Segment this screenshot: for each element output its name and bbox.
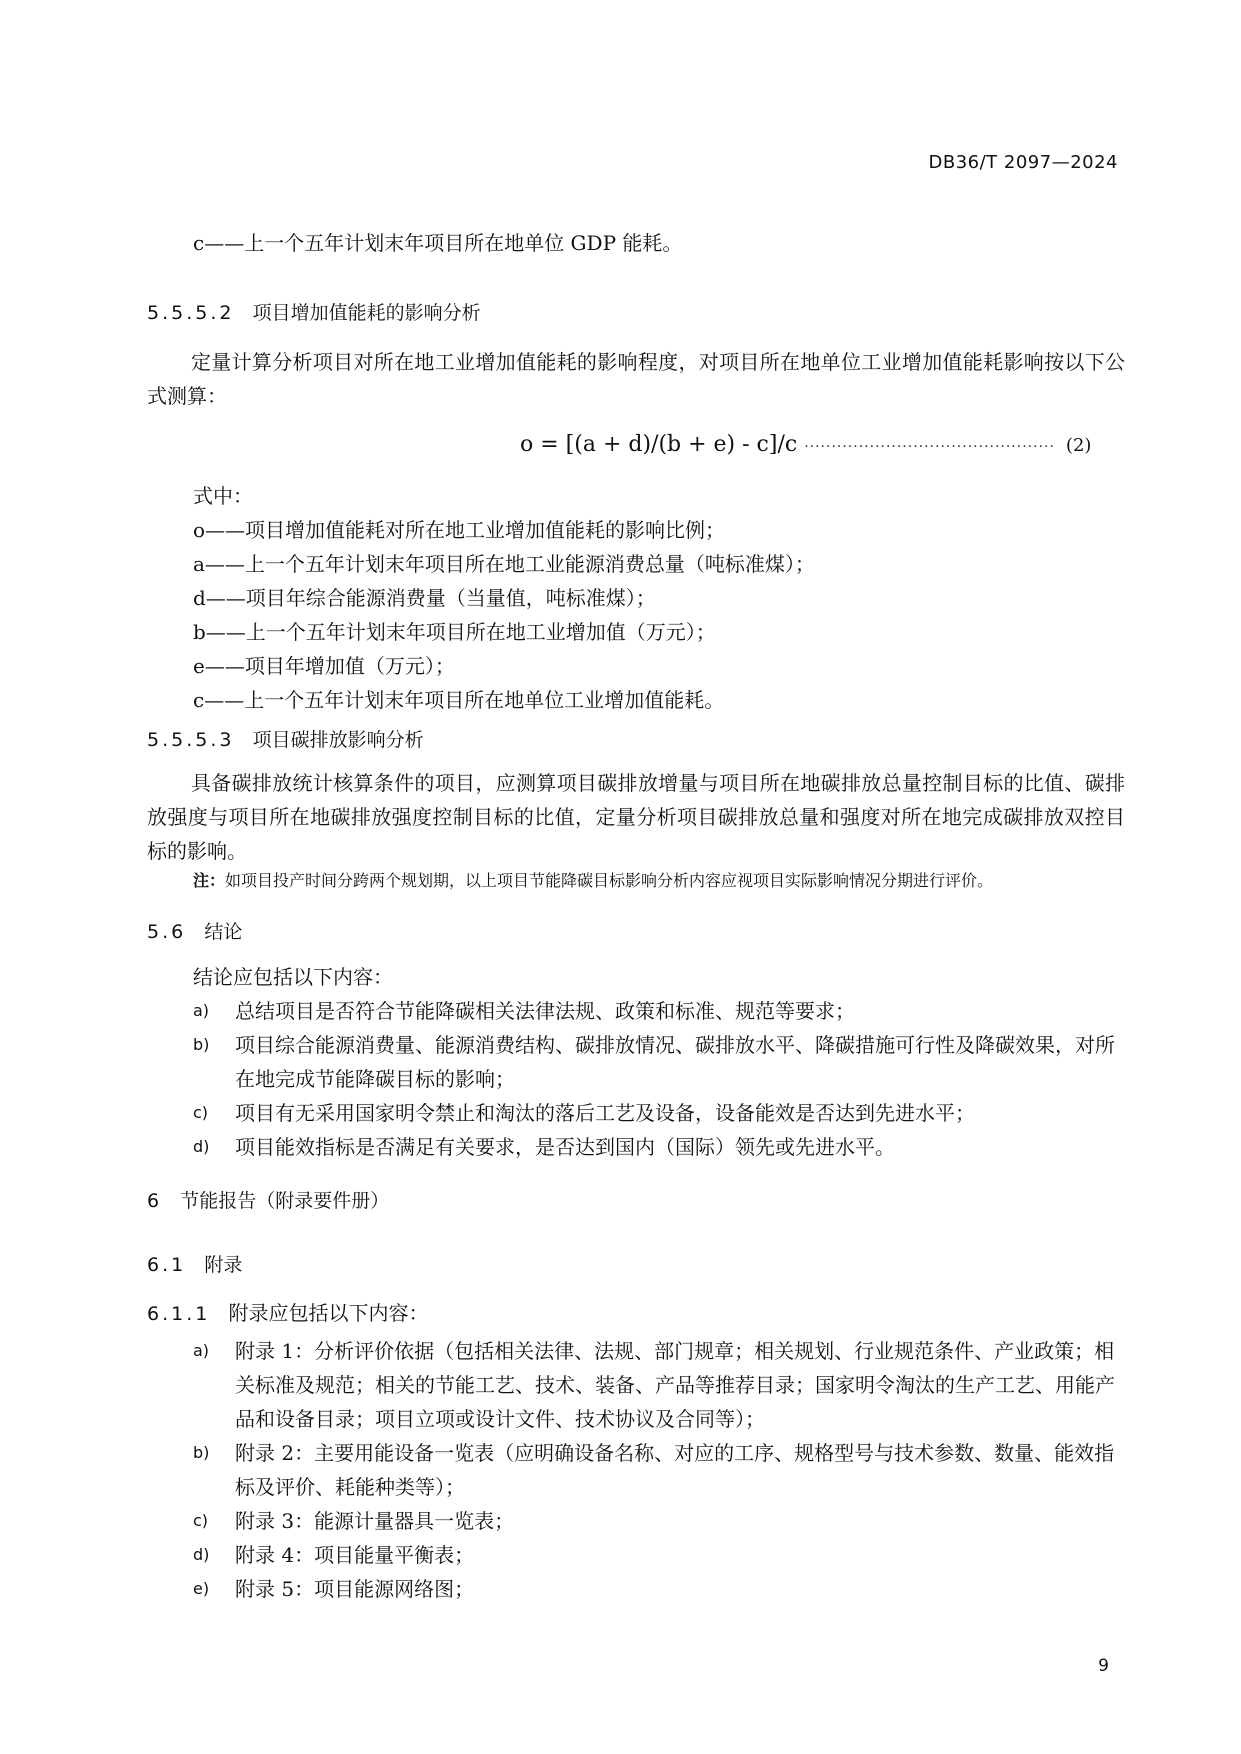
list-item — [193, 1436, 1125, 1504]
note — [193, 868, 993, 894]
list-item-text: 附录 4：项目能量平衡表； — [235, 1543, 475, 1567]
formula-number: (2) — [1065, 435, 1092, 456]
list-item-text: 项目综合能源消费量、能源消费结构、碳排放情况、碳排放水平、降碳措施可行性及降碳效果，对所在地完成节能降碳目标的影响； — [235, 1033, 1115, 1091]
section-heading-6 — [147, 1186, 389, 1216]
list-intro: 附录应包括以下内容： — [228, 1301, 429, 1325]
section-heading-5553 — [147, 725, 424, 755]
formula-leader-dots: ·············································· — [804, 439, 1055, 455]
list-marker: e) — [193, 1579, 210, 1598]
standard-number: DB36/T 2097—2024 — [928, 152, 1118, 173]
variable-definition: o——项目增加值能耗对所在地工业增加值能耗的影响比例； — [193, 518, 726, 542]
list-item — [193, 994, 1125, 1028]
section-heading-56 — [147, 917, 242, 947]
formula-expression: o = [(a + d)/(b + e) - c]/c — [520, 432, 798, 457]
variable-definition: c——上一个五年计划末年项目所在地单位工业增加值能耗。 — [193, 688, 725, 712]
section-heading-611 — [147, 1298, 428, 1329]
section-heading-5552 — [147, 298, 481, 328]
variable-definition-c-gdp: c——上一个五年计划末年项目所在地单位 GDP 能耗。 — [193, 231, 683, 255]
note-label: 注： — [193, 871, 226, 890]
list-marker: d) — [193, 1545, 210, 1564]
list-marker: b) — [193, 1443, 210, 1462]
list-marker: c) — [193, 1103, 209, 1122]
list-item-text: 附录 2：主要用能设备一览表（应明确设备名称、对应的工序、规格型号与技术参数、数量、能效指标及评价、耗能种类等）； — [235, 1441, 1115, 1499]
section-number: 5.5.5.2 — [147, 302, 235, 324]
list-intro: 结论应包括以下内容： — [193, 965, 393, 989]
list-marker: d) — [193, 1137, 210, 1156]
list-item — [193, 1028, 1125, 1096]
list-marker: a) — [193, 1001, 210, 1020]
variable-definition: e——项目年增加值（万元）； — [193, 654, 455, 678]
list-item-text: 总结项目是否符合节能降碳相关法律法规、政策和标准、规范等要求； — [235, 999, 855, 1023]
section-title: 项目碳排放影响分析 — [252, 729, 424, 751]
variable-definition: d——项目年综合能源消费量（当量值，吨标准煤）； — [193, 586, 656, 610]
list-marker: c) — [193, 1511, 209, 1530]
paragraph: 具备碳排放统计核算条件的项目，应测算项目碳排放增量与项目所在地碳排放总量控制目标的比值、碳排放强度与项目所在地碳排放强度控制目标的比值，定量分析项目碳排放总量和强度对所在地完成碳排放双控目标的影响。 — [147, 771, 1125, 863]
list-marker: b) — [193, 1035, 210, 1054]
section-heading-61 — [147, 1250, 242, 1280]
list-item-text: 附录 5：项目能源网络图； — [235, 1577, 475, 1601]
section-title: 项目增加值能耗的影响分析 — [252, 302, 481, 324]
variable-definition: a——上一个五年计划末年项目所在地工业能源消费总量（吨标准煤）； — [193, 552, 815, 576]
note-text: 如项目投产时间分跨两个规划期，以上项目节能降碳目标影响分析内容应视项目实际影响情况分期进行评价。 — [225, 871, 994, 890]
list-item-text: 附录 1：分析评价依据（包括相关法律、法规、部门规章；相关规划、行业规范条件、产业政策；相关标准及规范；相关的节能工艺、技术、装备、产品等推荐目录；国家明令淘汰的生产工艺、用能产品和设备目录；项目立项或设计文件、技术协议及合同等）； — [235, 1339, 1115, 1431]
where-label: 式中： — [193, 484, 253, 508]
list-item-text: 附录 3：能源计量器具一览表； — [235, 1509, 515, 1533]
formula — [520, 428, 1091, 464]
list-item — [193, 1572, 1125, 1606]
list-marker: a) — [193, 1341, 210, 1360]
list-item — [193, 1130, 1125, 1164]
paragraph: 定量计算分析项目对所在地工业增加值能耗的影响程度，对项目所在地单位工业增加值能耗影响按以下公式测算： — [147, 350, 1125, 408]
section-title: 附录 — [204, 1254, 243, 1276]
section-number: 5.5.5.3 — [147, 729, 235, 751]
list-item-text: 项目能效指标是否满足有关要求，是否达到国内（国际）领先或先进水平。 — [235, 1135, 895, 1159]
section-number: 5.6 — [147, 921, 187, 943]
page-number: 9 — [1098, 1656, 1109, 1676]
list-item — [193, 1504, 1125, 1538]
list-item-text: 项目有无采用国家明令禁止和淘汰的落后工艺及设备，设备能效是否达到先进水平； — [235, 1101, 975, 1125]
list-item — [193, 1538, 1125, 1572]
section-number: 6.1 — [147, 1254, 187, 1276]
section-number: 6 — [147, 1190, 163, 1212]
variable-definition: b——上一个五年计划末年项目所在地工业增加值（万元）； — [193, 620, 716, 644]
list-item — [193, 1334, 1125, 1436]
section-number: 6.1.1 — [147, 1303, 211, 1325]
list-item — [193, 1096, 1125, 1130]
section-title: 节能报告（附录要件册） — [180, 1190, 390, 1212]
section-title: 结论 — [204, 921, 243, 943]
